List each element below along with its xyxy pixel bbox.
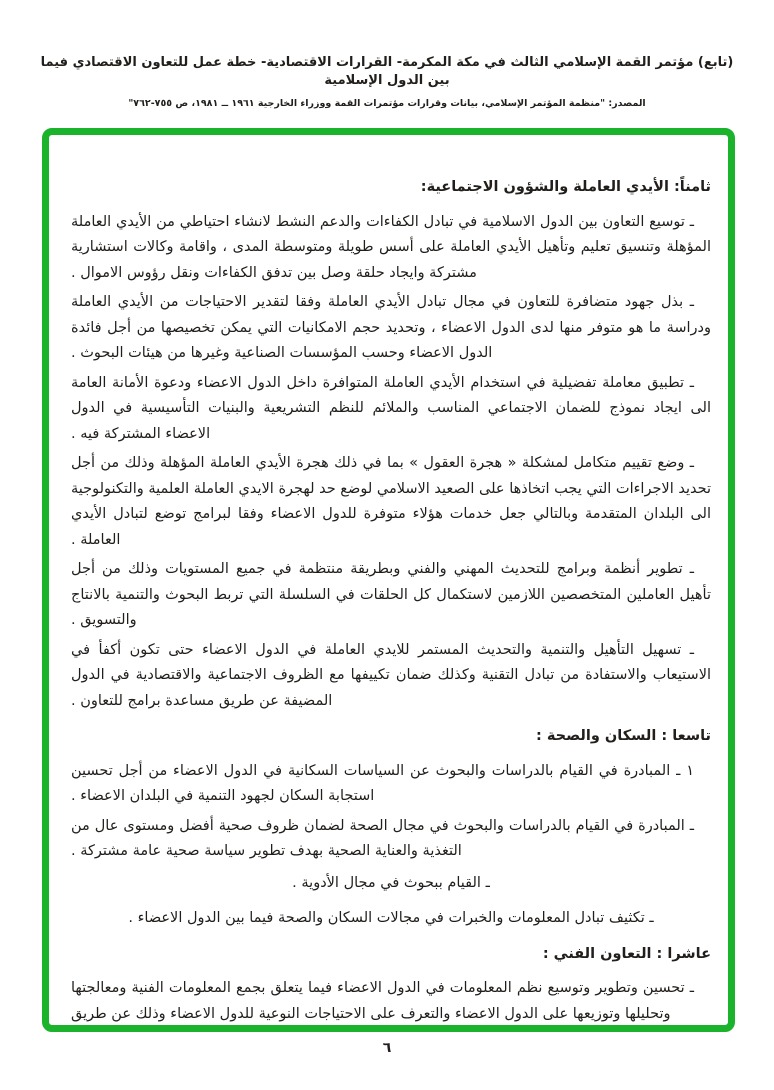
section-heading: تاسعا : السكان والصحة : (536, 728, 711, 744)
paragraph: ـ تكثيف تبادل المعلومات والخبرات في مجالات السكان والصحة فيما بين الدول الاعضاء . (128, 910, 654, 926)
document-source-line: المصدر: "منظمة المؤتمر الإسلامي، بيانات وقرارات مؤتمرات القمة ووزراء الخارجية ١٩٦١ ــ ١٩٨١، ص ٧٥٥-٧٦٢" (128, 98, 646, 109)
paragraph: ـ تحسين وتطوير وتوسيع نظم المعلومات في الدول الاعضاء فيما يتعلق بجمع المعلومات الفنية ومعالجتها وتحليلها وتوزيعها على الدول الاعضاء والتعرف على الاحتياجات النوعية للدول الاعضاء وذلك عن طريق (71, 980, 694, 1022)
paragraph: ـ المبادرة في القيام بالدراسات والبحوث في مجال الصحة لضمان ظروف صحية أفضل ومستوى عال من التغذية والعناية الصحية بهدف تطوير سياسة صحية عامة مشتركة . (71, 817, 694, 859)
page-number: ٦ (382, 1040, 392, 1056)
document-title: (تابع) مؤتمر القمة الإسلامي الثالث في مكة المكرمة- القرارات الاقتصادية- خطة عمل للتعاون الاقتصادي فيما بين الدول الإسلامية (40, 55, 734, 88)
section-heading: عاشرا : التعاون الفني : (542, 945, 711, 962)
document-body (71, 175, 711, 1031)
document-header (40, 54, 734, 110)
paragraph: ـ تسهيل التأهيل والتنمية والتحديث المستمر للايدي العاملة في الدول الاعضاء حتى تكون أكفأ في الاستيعاب والاستفادة من تبادل التقنية وكذلك ضمان تكييفها مع الظروف الاجتماعية والاقتصادية في الدول المضيفة عن طريق مساعدة برامج للتعاون . (71, 641, 711, 709)
green-border-frame (42, 128, 735, 1032)
paragraph: ـ توسيع التعاون بين الدول الاسلامية في تبادل الكفاءات والدعم النشط لانشاء احتياطي من الأيدي العاملة المؤهلة وتنسيق تعليم وتأهيل الأيدي العاملة على أسس طويلة ومتوسطة المدى ، واقامة وكالات استشارية مشتركة وايجاد حلقة وصل بين تدفق الكفاءات ونقل رؤوس الاموال . (71, 213, 711, 281)
paragraph: ـ تطبيق معاملة تفضيلية في استخدام الأيدي العاملة المتوافرة داخل الدول الاعضاء ودعوة الأمانة العامة الى ايجاد نموذج للضمان الاجتماعي المناسب والملائم للنظم التشريعية والبنيات التأسيسية في الدول الاعضاء المشتركة فيه . (71, 374, 711, 442)
paragraph: ـ القيام ببحوث في مجال الأدوية . (292, 874, 490, 891)
section-heading: ثامناً: الأيدي العاملة والشؤون الاجتماعية: (420, 179, 711, 195)
paragraph: ـ تطوير أنظمة وبرامج للتحديث المهني والفني وبطريقة منتظمة في جميع المستويات وذلك من أجل تأهيل العاملين المتخصصين اللازمين لاستكمال كل الحلقات في السلسلة التي تربط البحوث والتنمية بالانتاج والتسويق . (71, 561, 711, 628)
paragraph: ١ ـ المبادرة في القيام بالدراسات والبحوث عن السياسات السكانية في الدول الاعضاء من أجل تحسين استجابة السكان لجهود التنمية في البلدان الاعضاء . (71, 762, 694, 804)
paragraph: ـ وضع تقييم متكامل لمشكلة « هجرة العقول » بما في ذلك هجرة الأيدي العاملة المؤهلة وذلك من أجل تحديد الاجراءات التي يجب اتخاذها على الصعيد الاسلامي لوضع حد لهجرة الايدي العاملة العلمية والتكنولوجية الى البلدان المتقدمة وبالتالي جعل خدمات هؤلاء متوفرة للدول الاعضاء وفقا لبرامج توضع لتبادل الأيدي العاملة . (71, 455, 711, 548)
paragraph: ـ بذل جهود متضافرة للتعاون في مجال تبادل الأيدي العاملة وفقا لتقدير الاحتياجات من الأيدي العاملة ودراسة ما هو متوفر منها لدى الدول الاعضاء ، وتحديد حجم الامكانيات التي يمكن تخصيصها من أجل فائدة الدول الاعضاء وحسب المؤسسات الصناعية وغيرها من هيئات البحوث . (71, 294, 711, 361)
